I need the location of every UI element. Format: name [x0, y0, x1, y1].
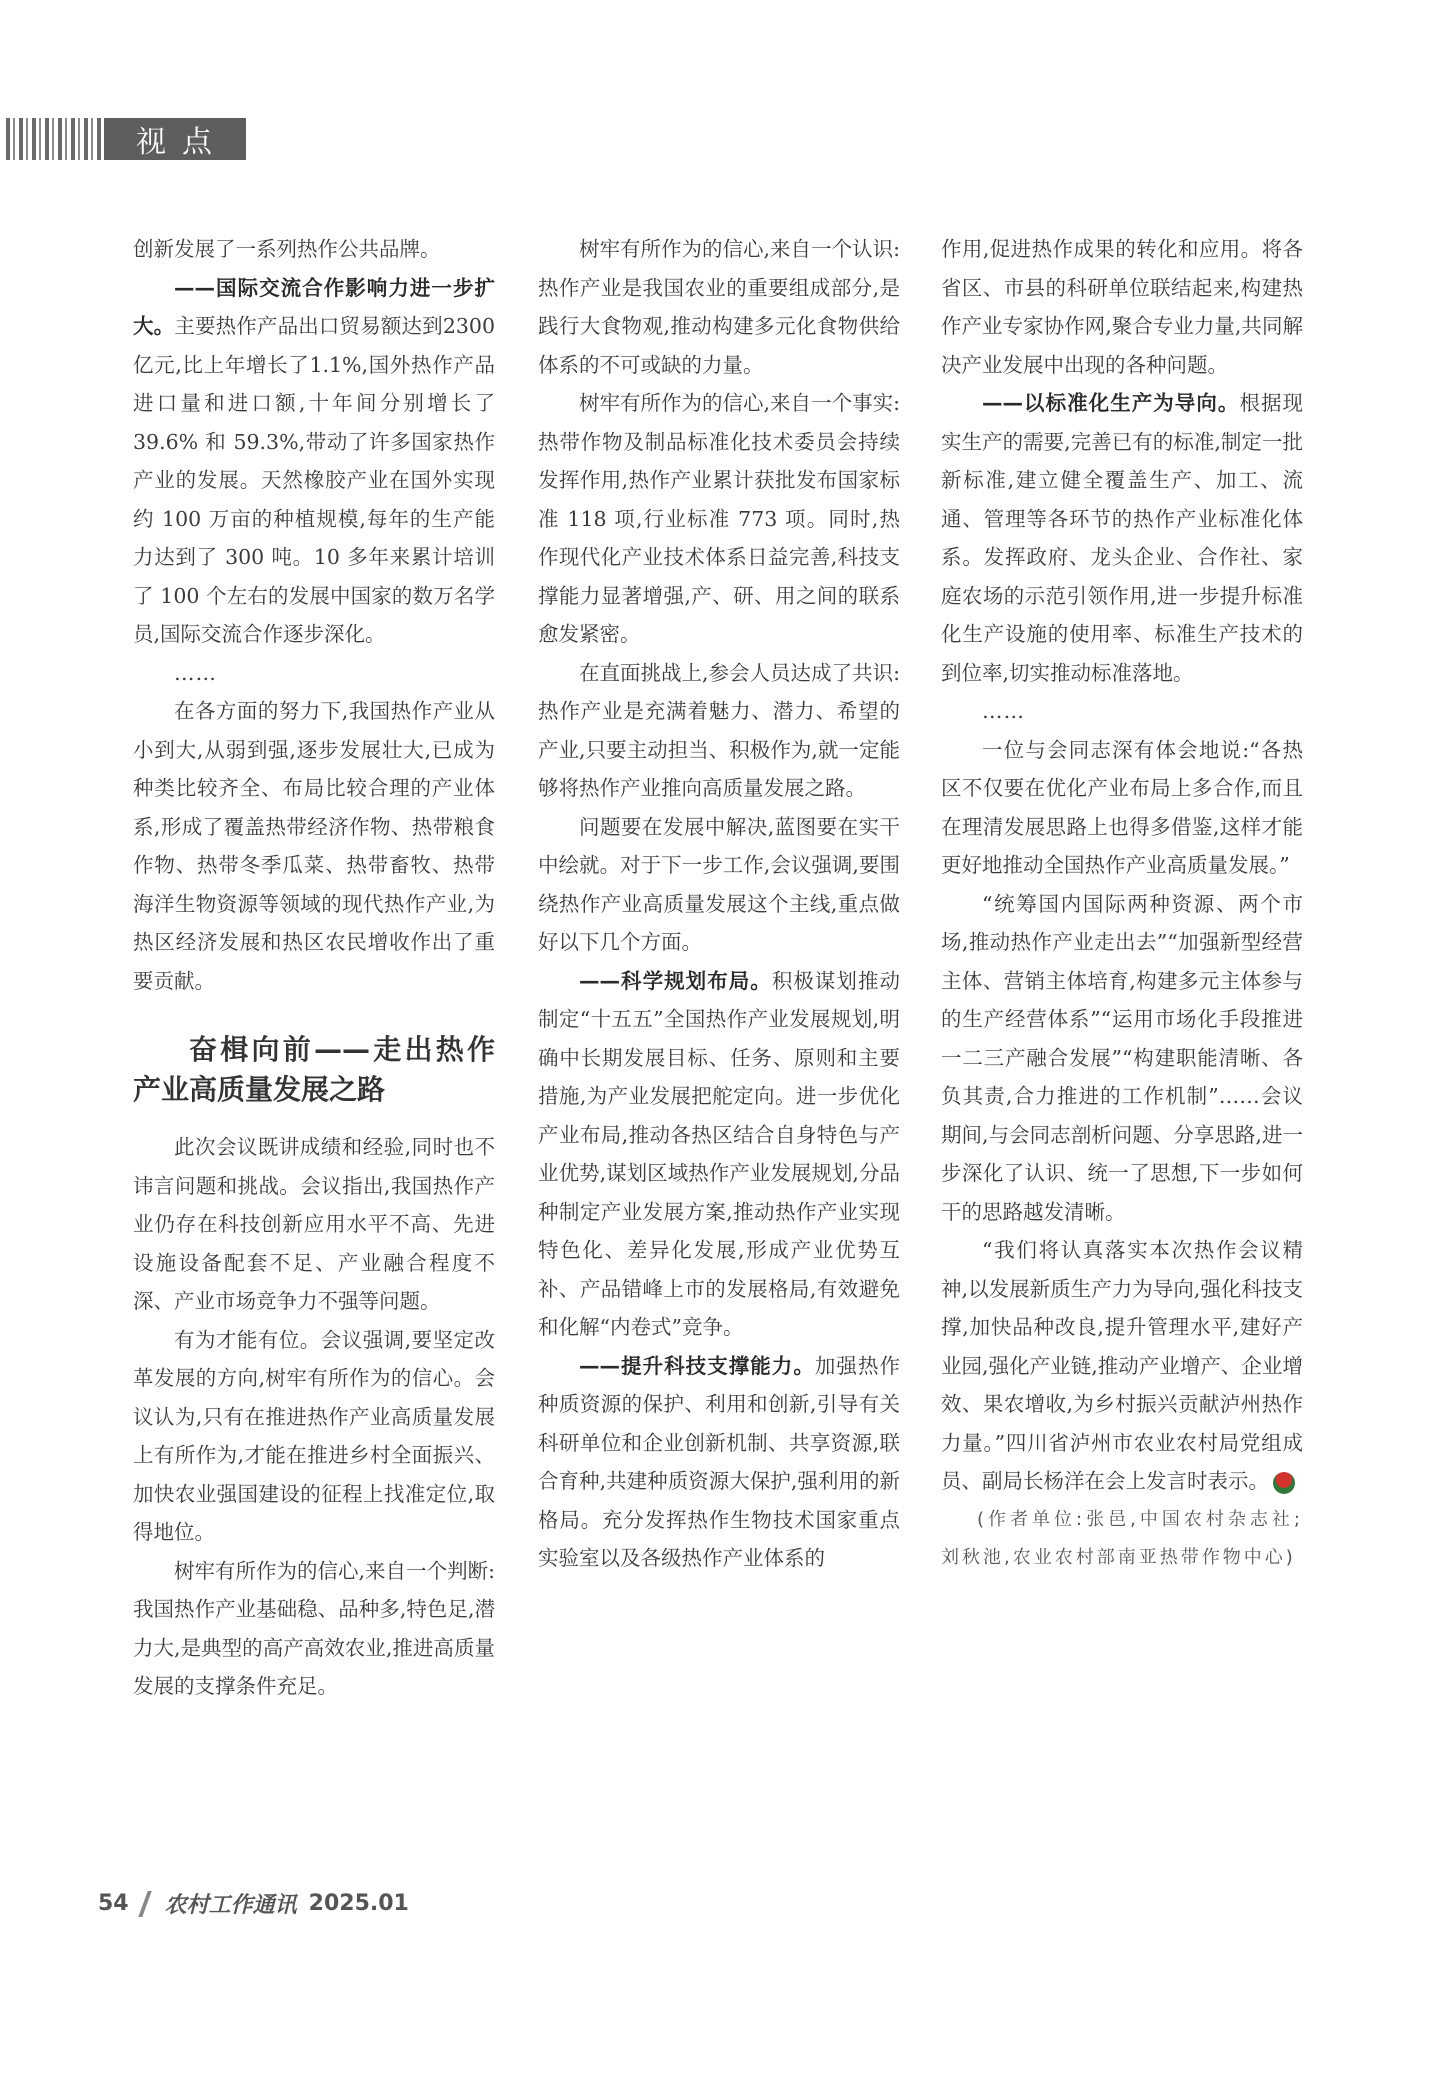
paragraph: 作用,促进热作成果的转化和应用。将各省区、市县的科研单位联结起来,构建热作产业专家协作网,聚合专业力量,共同解决产业发展中出现的各种问题。 [941, 237, 1303, 377]
issue-number: 2025.01 [308, 1891, 409, 1916]
author-info: (作者单位:张邑,中国农村杂志社;刘秋池,农业农村部南亚热带作物中心) [941, 1508, 1303, 1568]
paragraph [538, 1347, 900, 1578]
section-subheading: 奋楫向前——走出热作产业高质量发展之路 [133, 1033, 495, 1106]
paragraph: 创新发展了一系列热作公共品牌。 [133, 237, 441, 261]
ellipsis: …… [174, 660, 217, 685]
section-label: 视点 [104, 118, 246, 160]
paragraph [941, 384, 1303, 692]
section-header [6, 118, 246, 160]
paragraph: 树牢有所作为的信心,来自一个判断:我国热作产业基础稳、品种多,特色足,潜力大,是典型的高产高效农业,推进高质量发展的支撑条件充足。 [133, 1558, 495, 1698]
page-footer [98, 1888, 409, 1919]
paragraph: 有为才能有位。会议强调,要坚定改革发展的方向,树牢有所作为的信心。会议认为,只有在推进热作产业高质量发展上有所作为,才能在推进乡村全面振兴、加快农业强国建设的征程上找准定位,取得地位。 [133, 1327, 495, 1544]
paragraph-text: “我们将认真落实本次热作会议精神,以发展新质生产力为导向,强化科技支撑,加快品种改良,提升管理水平,建好产业园,强化产业链,推动产业增产、企业增效、果农增收,为乡村振兴贡献泸州热作力量。”四川省泸州市农业农村局党组成员、副局长杨洋在会上发言时表示。 [941, 1238, 1303, 1493]
paragraph: 树牢有所作为的信心,来自一个认识:热作产业是我国农业的重要组成部分,是践行大食物观,推动构建多元化食物供给体系的不可或缺的力量。 [538, 237, 900, 377]
article-end-icon [1273, 1472, 1295, 1494]
paragraph: 在直面挑战上,参会人员达成了共识:热作产业是充满着魅力、潜力、希望的产业,只要主动担当、积极作为,就一定能够将热作产业推向高质量发展之路。 [538, 660, 900, 800]
article-column-1 [133, 230, 495, 1706]
paragraph-text: 根据现实生产的需要,完善已有的标准,制定一批新标准,建立健全覆盖生产、加工、流通、管理等各环节的热作产业标准化体系。发挥政府、龙头企业、合作社、家庭农场的示范引领作用,进一步提升标准化生产设施的使用率、标准生产技术的到位率,切实推动标准落地。 [941, 391, 1304, 685]
paragraph [941, 1231, 1303, 1501]
paragraph-lead: ——科学规划布局。 [579, 968, 772, 993]
paragraph-lead: ——以标准化生产为导向。 [982, 391, 1240, 415]
section-stripes-decoration [6, 118, 104, 160]
paragraph: 在各方面的努力下,我国热作产业从小到大,从弱到强,逐步发展壮大,已成为种类比较齐全、布局比较合理的产业体系,形成了覆盖热带经济作物、热带粮食作物、热带冬季瓜菜、热带畜牧、热带海洋生物资源等领域的现代热作产业,为热区经济发展和热区农民增收作出了重要贡献。 [133, 699, 495, 993]
paragraph: 问题要在发展中解决,蓝图要在实干中绘就。对于下一步工作,会议强调,要围绕热作产业高质量发展这个主线,重点做好以下几个方面。 [538, 814, 900, 954]
article-column-3 [941, 230, 1303, 1577]
paragraph [133, 269, 495, 654]
paragraph: 一位与会同志深有体会地说:“各热区不仅要在优化产业布局上多合作,而且在理清发展思路上也得多借鉴,这样才能更好地推动全国热作产业高质量发展。” [941, 737, 1303, 877]
footer-slash-divider [138, 1891, 151, 1917]
paragraph-text: 主要热作产品出口贸易额达到2300亿元,比上年增长了1.1%,国外热作产品进口量和进口额,十年间分别增长了39.6% 和 59.3%,带动了许多国家热作产业的发展。天然橡胶产业在国外实现约 100 万亩的种植规模,每年的生产能力达到了 300 吨。10 多年来累计培训了 100 个左右的发展中国家的数万名学员,国际交流合作逐步深化。 [133, 314, 496, 646]
paragraph [538, 962, 900, 1347]
paragraph: “统筹国内国际两种资源、两个市场,推动热作产业走出去”“加强新型经营主体、营销主体培育,构建多元主体参与的生产经营体系”“运用市场化手段推进一二三产融合发展”“构建职能清晰、各负其责,合力推进的工作机制”……会议期间,与会同志剖析问题、分享思路,进一步深化了认识、统一了思想,下一步如何干的思路越发清晰。 [941, 891, 1303, 1224]
magazine-name: 农村工作通讯 [164, 1892, 297, 1918]
paragraph-text: 积极谋划推动制定“十五五”全国热作产业发展规划,明确中长期发展目标、任务、原则和主要措施,为产业发展把舵定向。进一步优化产业布局,推动各热区结合自身特色与产业优势,谋划区域热作产业发展规划,分品种制定产业发展方案,推动热作产业实现特色化、差异化发展,形成产业优势互补、产品错峰上市的发展格局,有效避免和化解“内卷式”竞争。 [538, 968, 901, 1339]
paragraph: 树牢有所作为的信心,来自一个事实:热带作物及制品标准化技术委员会持续发挥作用,热作产业累计获批发布国家标准 118 项,行业标准 773 项。同时,热作现代化产业技术体系日益完善,科技支撑能力显著增强,产、研、用之间的联系愈发紧密。 [538, 391, 900, 646]
article-column-2 [538, 230, 900, 1578]
page-number: 54 [98, 1891, 129, 1916]
paragraph-lead: ——提升科技支撑能力。 [579, 1353, 815, 1378]
paragraph: 此次会议既讲成绩和经验,同时也不讳言问题和挑战。会议指出,我国热作产业仍存在科技创新应用水平不高、先进设施设备配套不足、产业融合程度不深、产业市场竞争力不强等问题。 [133, 1135, 495, 1313]
paragraph-lead: ——国际交流合作影响力进一步扩大。 [133, 275, 495, 338]
ellipsis: …… [982, 699, 1025, 723]
paragraph-text: 加强热作种质资源的保护、利用和创新,引导有关科研单位和企业创新机制、共享资源,联合育种,共建种质资源大保护,强利用的新格局。充分发挥热作生物技术国家重点实验室以及各级热作产业体系的 [538, 1353, 901, 1570]
